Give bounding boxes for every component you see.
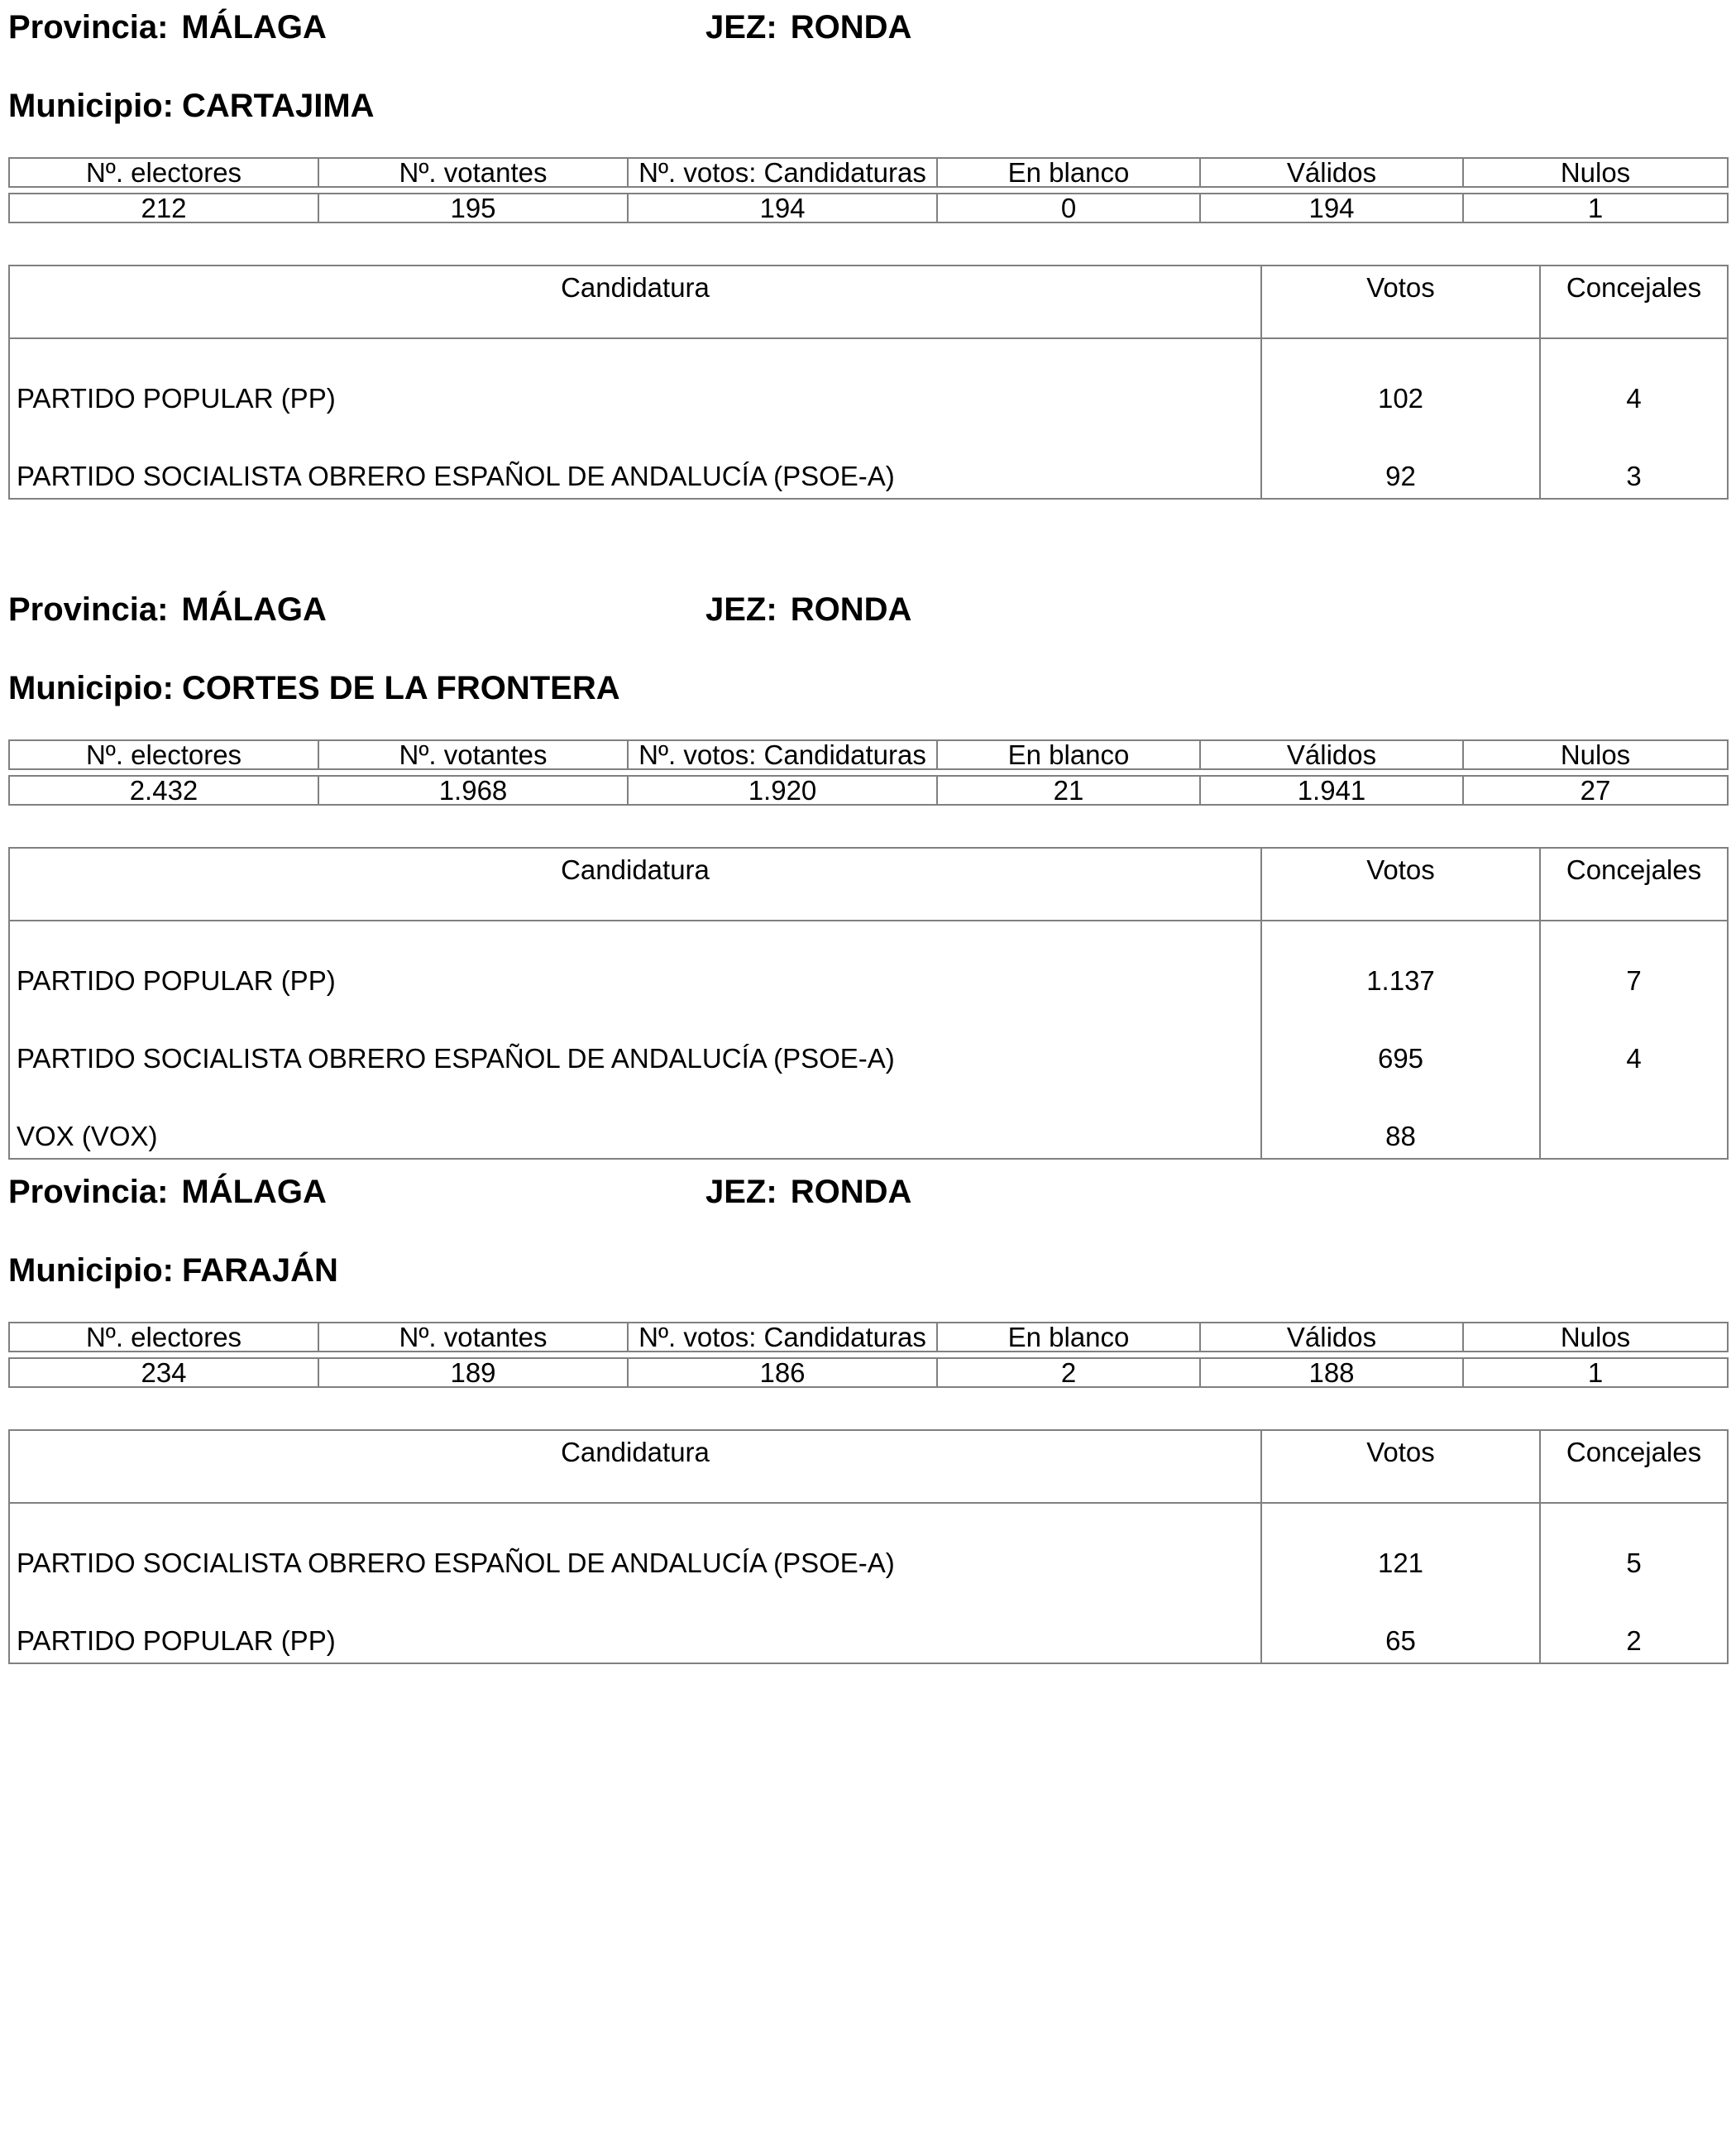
summary-header-electores: Nº. electores [9,740,318,769]
provincia-value: MÁLAGA [181,9,327,45]
candidatura-name: PARTIDO POPULAR (PP) [9,1585,1261,1663]
candidatura-concejales: 3 [1540,420,1728,499]
summary-spacer [9,769,1728,776]
candidatura-name: VOX (VOX) [9,1080,1261,1159]
summary-votos-candidaturas-value: 1.920 [628,776,937,805]
candidatura-votos: 102 [1261,338,1540,420]
candidatura-name: PARTIDO POPULAR (PP) [9,921,1261,1002]
summary-header-votantes: Nº. votantes [318,740,628,769]
candidaturas-header-row [9,848,1728,921]
candidaturas-table [8,1429,1729,1664]
candidaturas-header-row [9,266,1728,338]
summary-value-row [9,194,1728,222]
summary-header-row [9,158,1728,187]
provincia-heading [8,591,327,629]
jez-heading [705,1173,911,1211]
summary-value-row [9,776,1728,805]
summary-header-en-blanco: En blanco [937,1323,1200,1352]
summary-votantes-value: 1.968 [318,776,628,805]
summary-header-en-blanco: En blanco [937,158,1200,187]
candidatura-row [9,1002,1728,1080]
municipio-heading [8,669,620,707]
candidatura-votos: 92 [1261,420,1540,499]
summary-electores-value: 2.432 [9,776,318,805]
summary-spacer-row [9,769,1728,776]
summary-votantes-value: 195 [318,194,628,222]
summary-nulos-value: 27 [1463,776,1728,805]
summary-header-validos: Válidos [1200,158,1463,187]
municipio-value: FARAJÁN [181,1252,338,1289]
candidaturas-table [8,265,1729,500]
candidatura-name: PARTIDO SOCIALISTA OBRERO ESPAÑOL DE ANDALUCÍA (PSOE-A) [9,1002,1261,1080]
jez-value: RONDA [790,9,912,45]
provincia-heading [8,8,327,46]
candidatura-header: Candidatura [9,266,1261,338]
candidatura-row [9,921,1728,1002]
candidatura-row [9,1585,1728,1663]
summary-header-votos-candidaturas: Nº. votos: Candidaturas [628,740,937,769]
municipio-label: Municipio: [8,1252,174,1289]
provincia-label: Provincia: [8,591,169,628]
candidatura-votos: 1.137 [1261,921,1540,1002]
summary-spacer-row [9,187,1728,194]
candidatura-concejales: 4 [1540,1002,1728,1080]
summary-electores-value: 212 [9,194,318,222]
candidatura-name: PARTIDO POPULAR (PP) [9,338,1261,420]
summary-validos-value: 194 [1200,194,1463,222]
summary-header-row [9,740,1728,769]
candidatura-row [9,1503,1728,1585]
summary-header-electores: Nº. electores [9,158,318,187]
summary-header-en-blanco: En blanco [937,740,1200,769]
summary-header-votantes: Nº. votantes [318,1323,628,1352]
candidatura-header: Candidatura [9,848,1261,921]
summary-table [8,1322,1729,1388]
votos-header: Votos [1261,848,1540,921]
provincia-value: MÁLAGA [181,591,327,628]
candidatura-header: Candidatura [9,1430,1261,1503]
municipio-heading [8,87,375,125]
candidatura-name: PARTIDO SOCIALISTA OBRERO ESPAÑOL DE ANDALUCÍA (PSOE-A) [9,420,1261,499]
summary-votos-candidaturas-value: 194 [628,194,937,222]
jez-heading [705,591,911,629]
summary-table [8,739,1729,806]
summary-header-nulos: Nulos [1463,1323,1728,1352]
candidatura-row [9,1080,1728,1159]
provincia-heading [8,1173,327,1211]
summary-header-nulos: Nulos [1463,740,1728,769]
summary-votantes-value: 189 [318,1358,628,1387]
summary-value-row [9,1358,1728,1387]
summary-en-blanco-value: 21 [937,776,1200,805]
candidaturas-table [8,847,1729,1160]
summary-header-row [9,1323,1728,1352]
jez-label: JEZ: [705,591,777,628]
candidatura-votos: 88 [1261,1080,1540,1159]
summary-header-votos-candidaturas: Nº. votos: Candidaturas [628,158,937,187]
concejales-header: Concejales [1540,266,1728,338]
jez-label: JEZ: [705,9,777,45]
candidatura-row [9,420,1728,499]
candidatura-votos: 695 [1261,1002,1540,1080]
summary-validos-value: 188 [1200,1358,1463,1387]
summary-nulos-value: 1 [1463,1358,1728,1387]
jez-label: JEZ: [705,1174,777,1210]
candidatura-concejales: 2 [1540,1585,1728,1663]
summary-header-nulos: Nulos [1463,158,1728,187]
concejales-header: Concejales [1540,848,1728,921]
summary-table [8,157,1729,223]
candidatura-concejales [1540,1080,1728,1159]
summary-spacer [9,1352,1728,1358]
summary-nulos-value: 1 [1463,194,1728,222]
provincia-value: MÁLAGA [181,1174,327,1210]
votos-header: Votos [1261,266,1540,338]
summary-electores-value: 234 [9,1358,318,1387]
summary-header-validos: Válidos [1200,740,1463,769]
candidatura-concejales: 7 [1540,921,1728,1002]
municipio-label: Municipio: [8,88,174,124]
candidatura-concejales: 5 [1540,1503,1728,1585]
municipio-value: CARTAJIMA [181,88,375,124]
jez-value: RONDA [790,1174,912,1210]
summary-header-votos-candidaturas: Nº. votos: Candidaturas [628,1323,937,1352]
summary-votos-candidaturas-value: 186 [628,1358,937,1387]
summary-header-electores: Nº. electores [9,1323,318,1352]
jez-heading [705,8,911,46]
summary-spacer-row [9,1352,1728,1358]
candidatura-concejales: 4 [1540,338,1728,420]
summary-en-blanco-value: 2 [937,1358,1200,1387]
summary-spacer [9,187,1728,194]
summary-en-blanco-value: 0 [937,194,1200,222]
candidatura-votos: 65 [1261,1585,1540,1663]
candidatura-row [9,338,1728,420]
votos-header: Votos [1261,1430,1540,1503]
provincia-label: Provincia: [8,9,169,45]
summary-header-validos: Válidos [1200,1323,1463,1352]
candidatura-name: PARTIDO SOCIALISTA OBRERO ESPAÑOL DE ANDALUCÍA (PSOE-A) [9,1503,1261,1585]
provincia-label: Provincia: [8,1174,169,1210]
jez-value: RONDA [790,591,912,628]
municipio-heading [8,1251,338,1289]
candidaturas-header-row [9,1430,1728,1503]
summary-header-votantes: Nº. votantes [318,158,628,187]
summary-validos-value: 1.941 [1200,776,1463,805]
municipio-value: CORTES DE LA FRONTERA [181,670,620,706]
candidatura-votos: 121 [1261,1503,1540,1585]
municipio-label: Municipio: [8,670,174,706]
concejales-header: Concejales [1540,1430,1728,1503]
